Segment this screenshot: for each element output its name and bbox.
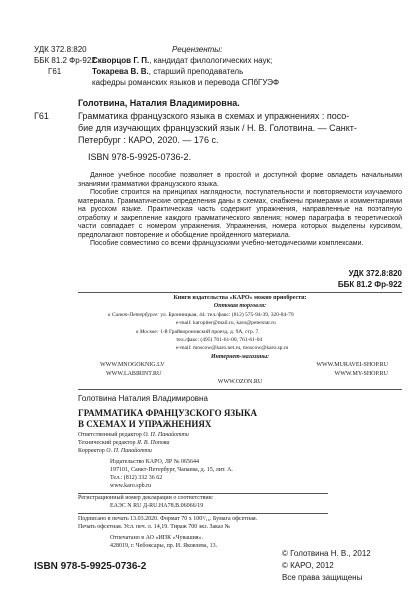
author-heading: Голотвина, Наталия Владимировна.	[78, 98, 240, 108]
annotation-paragraph-1: Данное учебное пособие позволяет в простой и доступной форме овладеть начальными знаниями грамматики французского языка.	[78, 172, 402, 188]
msk-email: e-mail: moscow@karo.net.ru, moscow@karo.sp.ru	[176, 345, 289, 351]
biblio-line-1: Грамматика французского языка в схемах и упражнениях : посо-	[78, 111, 350, 121]
internet-shops-heading: Интернет-магазины:	[210, 354, 270, 360]
footer-isbn: ISBN 978-5-9925-0736-2	[34, 561, 147, 572]
biblio-isbn: ISBN 978-5-9925-0736-2.	[88, 152, 192, 162]
technical-editor	[78, 440, 169, 448]
corrector-label: Корректор	[78, 448, 105, 454]
msk-city: в Москве:	[136, 329, 159, 335]
declaration-label: Регистрационный номер декларации о соответствии:	[78, 495, 214, 501]
responsible-editor-name: О. П. Панайотти	[143, 432, 189, 438]
spb-city: в Санкт-Петербурге:	[108, 312, 159, 318]
print-info-line-1: Подписано в печать 13.03.2020. Формат 70 х 100¹/₁₆. Бумага офсетная.	[78, 516, 258, 522]
divider-bottom	[78, 389, 402, 390]
wholesale-heading: Оптовая торговля:	[213, 303, 267, 309]
reviewer-2-department: кафедры романских языков и перевода СПбГУЭФ	[92, 78, 280, 87]
shop-link-muravei[interactable]: WWW.MURAVEI-SHOP.RU	[316, 362, 388, 368]
publisher-website[interactable]: www.karo.spb.ru	[110, 483, 152, 489]
colophon-title-line-2: В СХЕМАХ И УПРАЖНЕНИЯХ	[78, 419, 212, 429]
copyright-author: © Голотвина Н. В., 2012	[282, 549, 371, 558]
divider-top	[78, 292, 402, 293]
printing-house-address: 428019, г. Чебоксары, пр. И. Яковлева, 13.	[110, 543, 218, 549]
author-mark: Г61	[48, 67, 62, 76]
corrector-name: О. П. Панайотти	[106, 448, 152, 454]
reviewer-1-title: , кандидат филологических наук;	[149, 56, 273, 65]
shop-link-ozon[interactable]: WWW.OZON.RU	[217, 379, 263, 385]
shop-link-labirint[interactable]: WWW.LABIRINT.RU	[106, 371, 162, 377]
colophon-author: Голотвина Наталия Владимировна	[78, 394, 208, 403]
reviewer-1-name: Скворцов Г. П.	[92, 56, 150, 65]
declaration-number: ЕАЭС N RU Д-RU.НА78.В.06066/19	[110, 503, 204, 509]
reviewer-1	[92, 56, 272, 66]
biblio-author-mark: Г61	[34, 111, 49, 121]
copyright-publisher: © КАРО, 2012	[282, 561, 334, 570]
msk-address: 1-й Грайвороновский проезд, д. 9А, стр. 7.	[160, 329, 260, 335]
msk-line	[136, 329, 260, 336]
biblio-line-3: Петербург : КАРО, 2020. — 176 с.	[78, 135, 219, 145]
all-rights-reserved: Все права защищены	[282, 573, 363, 582]
reviewers-label: Рецензенты:	[172, 45, 223, 54]
annotation-paragraph-3: Пособие совместимо со всеми французскими учебно-методическими комплексами.	[90, 240, 364, 247]
colophon-title-line-1: ГРАММАТИКА ФРАНЦУЗСКОГО ЯЗЫКА	[78, 408, 258, 418]
spb-email: e-mail: karopiter@mail.ru, karo@peterstar.ru	[176, 320, 276, 326]
bbk-code-right: ББК 81.2 Фр-922	[337, 280, 402, 289]
bbk-code: ББК 81.2 Фр-922	[34, 56, 96, 65]
spb-line	[108, 312, 294, 319]
annotation-paragraph-2: Пособие строится на принципах наглядности, поступательности и повторяемости изучаемого материала. Грамматические определения даны в схемах, снабжены примерами и комментариями на русском языке. Практическая часть содержит упражнения, направленные на поэтапную отработку и закрепление каждого грамматического явления; номер параграфа в теоретической части совпадает с номером упражнения. Упражнения, номера которых выделены курсивом, предполагают повторение и обобщение пройденного материала.	[78, 189, 402, 239]
udk-code: УДК 372.8:820	[34, 45, 87, 54]
biblio-line-2: бие для изучающих французский язык / Н. В. Голотвина. — Санкт-	[78, 123, 357, 133]
annotation	[78, 172, 402, 249]
responsible-editor-label: Ответственный редактор	[78, 432, 142, 438]
reviewer-2	[92, 67, 243, 77]
publisher-phone: Тел.: (812) 332 36 62	[110, 475, 163, 481]
colophon-rule-2	[78, 513, 328, 514]
corrector	[78, 448, 152, 456]
buy-heading: Книги издательства «КАРО» можно приобрести:	[173, 295, 307, 301]
print-info-line-2: Печать офсетная. Усл. печ. л. 14,19. Тираж 700 экз. Заказ №	[78, 524, 231, 530]
shop-link-mnogoknig[interactable]: WWW.MNOGOKNIG.LV	[100, 362, 165, 368]
publisher-address: 197101, Санкт-Петербург, Чапаева, д. 15, лит. А.	[110, 467, 233, 473]
spb-address: ул. Бронницкая, 44. тел./факс: (812) 575-94-39, 320-84-79	[160, 312, 294, 318]
msk-phone: тел./факс: (495) 761-61-00, 761-61-04	[176, 337, 263, 343]
reviewer-2-name: Токарева В. В.	[92, 67, 149, 76]
udk-code-right: УДК 372.8:820	[348, 269, 402, 278]
printing-house: Отпечатано в АО «ИПК «Чувашия».	[110, 535, 204, 541]
technical-editor-label: Технический редактор	[78, 440, 136, 446]
reviewer-2-title: , старший преподаватель	[148, 67, 244, 76]
shop-link-my-shop[interactable]: WWW.MY-SHOP.RU	[334, 371, 388, 377]
publisher-license: Издательство КАРО, ЛР № 065644	[110, 459, 199, 465]
responsible-editor	[78, 432, 189, 440]
technical-editor-name: Я. В. Попова	[136, 440, 170, 446]
colophon-rule-1	[78, 493, 328, 494]
